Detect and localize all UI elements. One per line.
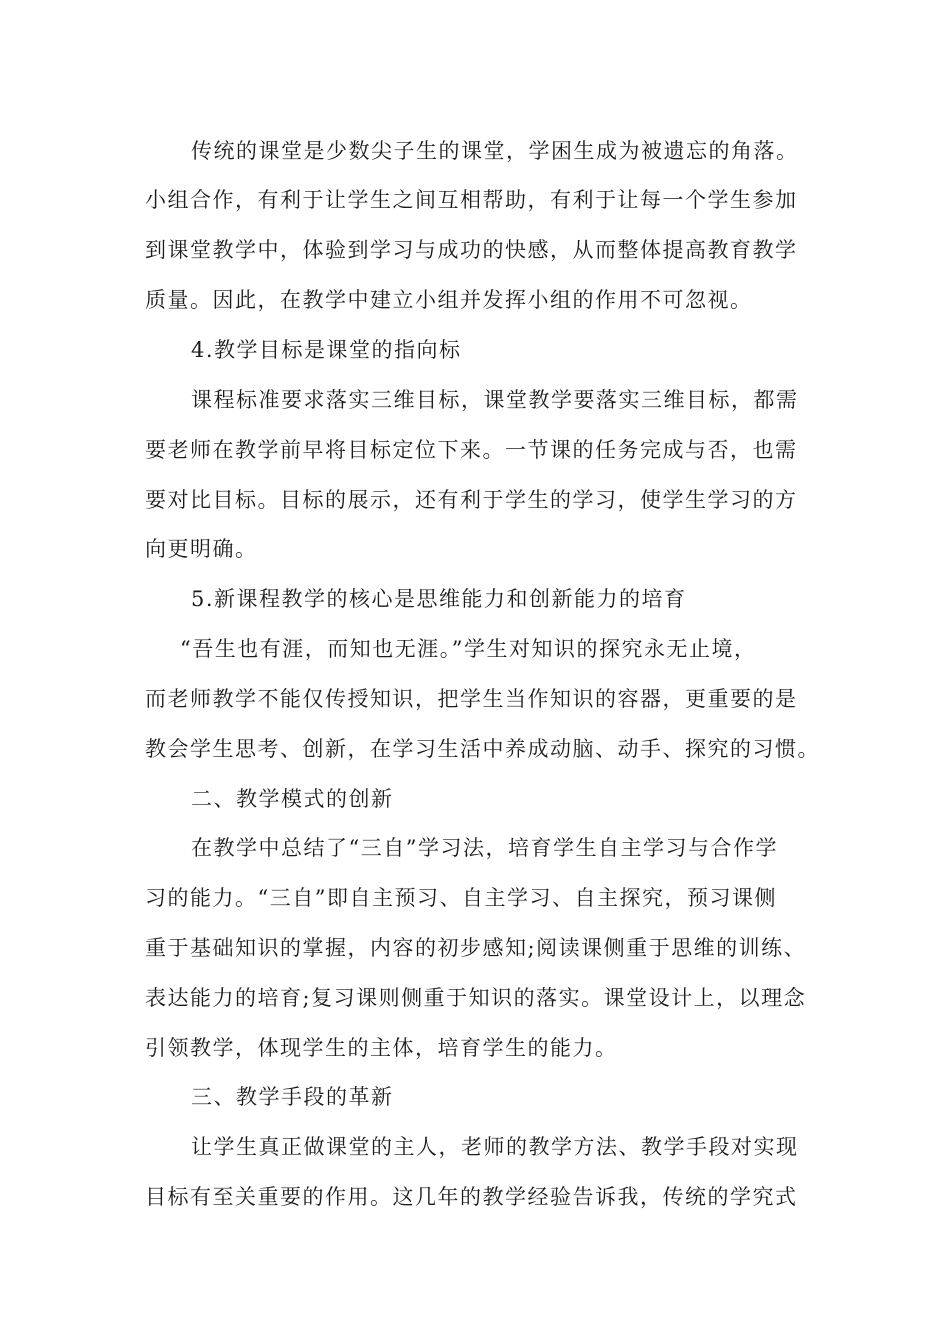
section-heading: 4.教学目标是课堂的指向标 <box>191 338 462 362</box>
paragraph-line: “吾生也有涯，而知也无涯。”学生对知识的探究永无止境， <box>180 637 757 661</box>
paragraph-line: 向更明确。 <box>145 537 258 561</box>
paragraph-line: 教会学生思考、创新，在学习生活中养成动脑、动手、探究的习惯。 <box>145 737 820 761</box>
paragraph-line: 要老师在教学前早将目标定位下来。一节课的任务完成与否，也需 <box>145 438 798 462</box>
paragraph-line: 重于基础知识的掌握，内容的初步感知;阅读课侧重于思维的训练、 <box>145 936 807 960</box>
paragraph-line: 要对比目标。目标的展示，还有利于学生的学习，使学生学习的方 <box>145 488 798 512</box>
paragraph-line: 让学生真正做课堂的主人，老师的教学方法、教学手段对实现 <box>191 1135 799 1159</box>
paragraph-line: 质量。因此，在教学中建立小组并发挥小组的作用不可忽视。 <box>145 288 753 312</box>
paragraph-line: 小组合作，有利于让学生之间互相帮助，有利于让每一个学生参加 <box>145 188 798 212</box>
paragraph-line: 课程标准要求落实三维目标，课堂教学要落实三维目标，都需 <box>191 388 799 412</box>
section-heading: 5.新课程教学的核心是思维能力和创新能力的培育 <box>191 587 687 611</box>
paragraph-line: 而老师教学不能仅传授知识，把学生当作知识的容器，更重要的是 <box>145 687 798 711</box>
paragraph-line: 目标有至关重要的作用。这几年的教学经验告诉我，传统的学究式 <box>145 1185 798 1209</box>
section-heading: 二、教学模式的创新 <box>191 787 394 811</box>
section-heading: 三、教学手段的革新 <box>191 1085 394 1109</box>
paragraph-line: 传统的课堂是少数尖子生的课堂，学困生成为被遗忘的角落。 <box>191 139 799 163</box>
paragraph-line: 引领教学，体现学生的主体，培育学生的能力。 <box>145 1036 618 1060</box>
paragraph-line: 表达能力的培育;复习课则侧重于知识的落实。课堂设计上，以理念 <box>145 986 807 1010</box>
paragraph-line: 到课堂教学中，体验到学习与成功的快感，从而整体提高教育教学 <box>145 238 798 262</box>
paragraph-line: 在教学中总结了“三自”学习法，培育学生自主学习与合作学 <box>191 836 778 860</box>
paragraph-line: 习的能力。“三自”即自主预习、自主学习、自主探究，预习课侧 <box>145 886 777 910</box>
